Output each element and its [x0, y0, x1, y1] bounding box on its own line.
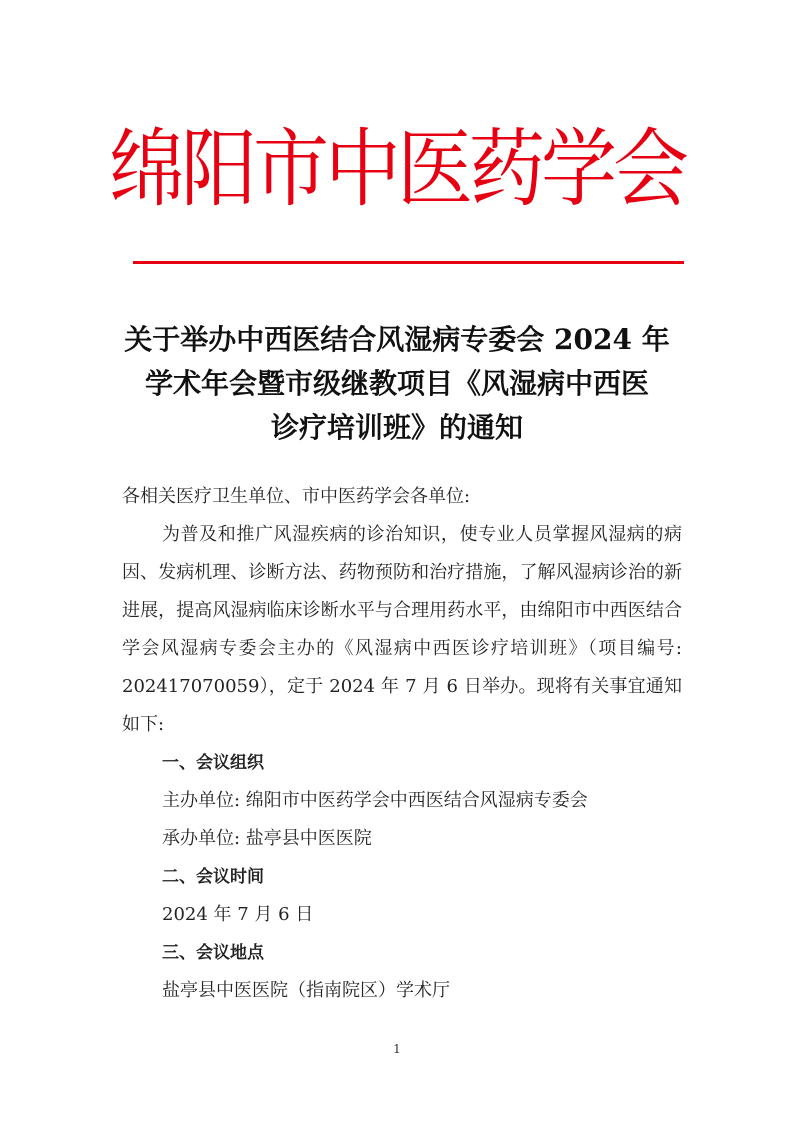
page-number: 1: [393, 1042, 401, 1056]
intro-paragraph: 为普及和推广风湿疾病的诊治知识，使专业人员掌握风湿病的病因、发病机理、诊断方法、药物预防和治疗措施，了解风湿病诊治的新进展，提高风湿病临床诊断水平与合理用药水平，由绵阳市中西医结合学会风湿病专委会主办的《风湿病中西医诊疗培训班》（项目编号: 202417070059），定于 2024 年 7 月 6 日举办。现将有关事宜通知如下:: [122, 524, 682, 735]
document-body: [122, 478, 682, 1010]
title-line-3: 诊疗培训班》的通知: [270, 411, 523, 444]
salutation: 各相关医疗卫生单位、市中医药学会各单位:: [122, 486, 471, 507]
organizer-unit: 承办单位: 盐亭县中医医院: [162, 828, 372, 849]
red-divider-line: [133, 261, 684, 264]
meeting-time: 2024 年 7 月 6 日: [162, 904, 314, 925]
title-line-1: 关于举办中西医结合风湿病专委会 2024 年: [124, 323, 670, 356]
meeting-location: 盐亭县中医医院（指南院区）学术厅: [162, 980, 450, 1001]
document-title: [100, 318, 694, 450]
host-unit: 主办单位: 绵阳市中医药学会中西医结合风湿病专委会: [162, 790, 588, 811]
masthead-title: 绵阳市中医药学会: [109, 119, 685, 219]
section-heading-location: 三、会议地点: [162, 943, 264, 963]
title-line-2: 学术年会暨市级继教项目《风湿病中西医: [144, 367, 649, 400]
section-heading-organization: 一、会议组织: [162, 753, 264, 773]
section-heading-time: 二、会议时间: [162, 867, 264, 887]
